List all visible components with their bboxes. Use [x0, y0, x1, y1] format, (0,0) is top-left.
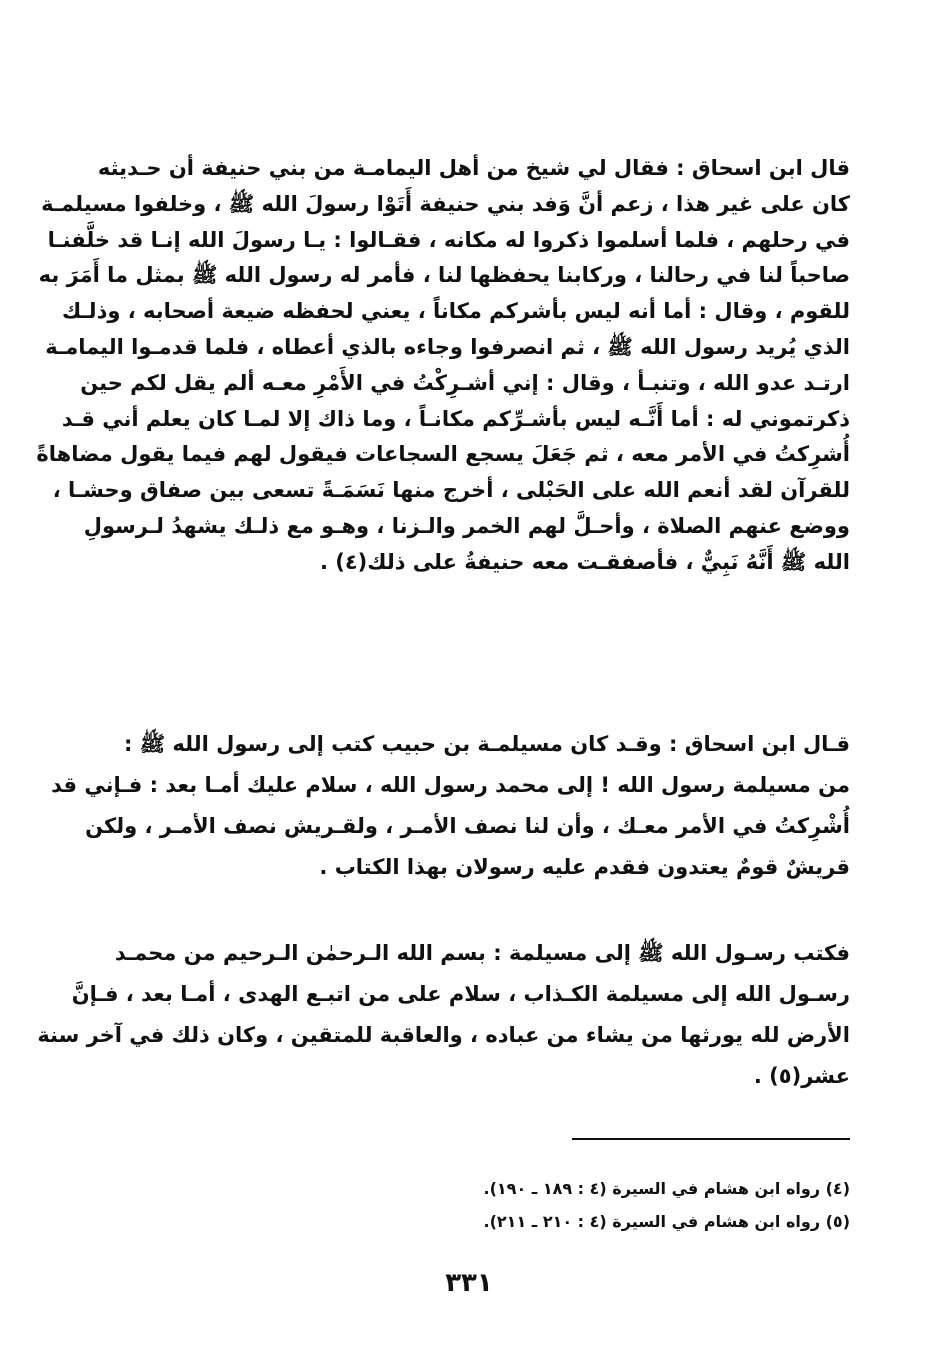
paragraph-2 — [51, 724, 850, 888]
paragraph-line: الله ﷺ أَنَّهُ نَبِيٌّ ، فأصفقـت معه حنيفةُ على ذلك(٤) . — [319, 549, 850, 574]
paragraph-line: رسـول الله إلى مسيلمة الكـذاب ، سلام على من اتبـع الهدى ، أمـا بعد ، فـإنَّ — [71, 982, 850, 1006]
paragraph-line: كان على غير هذا ، زعم أنَّ وَفد بني حنيفة أَتَوْا رسولَ الله ﷺ ، وخلفوا مسيلمـة — [41, 191, 850, 216]
paragraph-line: عشر(٥) . — [753, 1064, 850, 1088]
paragraph-line: ارتـد عدو الله ، وتنبـأ ، وقال : إني أشـرِكْتُ في الأَمْرِ معـه ألم يقل لكم حين — [80, 370, 850, 395]
paragraph-line: ووضع عنهم الصلاة ، وأحـلَّ لهم الخمر والـزنا ، وهـو مع ذلـك يشهدُ لـرسولِ — [83, 513, 850, 538]
paragraph-1 — [36, 151, 850, 581]
paragraph-line: الذي يُريد رسول الله ﷺ ، ثم انصرفوا وجاءه بالذي أعطاه ، فلما قدمـوا اليمامـة — [45, 334, 850, 359]
paragraph-line: للقوم ، وقال : أما أنه ليس بأشركم مكاناً ، يعني لحفظه ضيعة أصحابه ، وذلـك — [61, 299, 850, 324]
footnote-4: (٤) رواه ابن هشام في السيرة (٤ : ١٨٩ ـ ١٩٠). — [483, 1179, 850, 1198]
paragraph-line: أُشْرِكتُ في الأمر معـك ، وأن لنا نصف الأمـر ، ولقـريش نصف الأمـر ، ولكن — [85, 814, 850, 838]
paragraph-line: قريشٌ قومٌ يعتدون فقدم عليه رسولان بهذا الكتاب . — [319, 855, 850, 879]
footnote-divider — [572, 1138, 850, 1140]
paragraph-line: ذكرتموني له : أما أَنَّـه ليس بأشـرِّكم مكانـاً ، وما ذاك إلا لمـا كان يعلم أني قـد — [61, 406, 850, 431]
footnote-5: (٥) رواه ابن هشام في السيرة (٤ : ٢١٠ ـ ٢١١). — [483, 1212, 850, 1231]
footnotes — [430, 1172, 850, 1238]
paragraph-line: الأرض لله يورثها من يشاء من عباده ، والعاقبة للمتقين ، وكان ذلك في آخر سنة — [37, 1023, 850, 1047]
paragraph-3 — [37, 933, 850, 1097]
paragraph-line: في رحلهم ، فلما أسلموا ذكروا له مكانه ، فقـالوا : يـا رسولَ الله إنـا قد خلَّفنـا — [47, 227, 850, 252]
paragraph-line: قـال ابن اسحاق : وقـد كان مسيلمـة بن حبيب كتب إلى رسول الله ﷺ : — [124, 732, 850, 756]
paragraph-line: قال ابن اسحاق : فقال لي شيخ من أهل اليمامـة من بني حنيفة أن حـديثه — [97, 156, 850, 180]
paragraph-line: فكتب رسـول الله ﷺ إلى مسيلمة : بسم الله الـرحمٰن الـرحيم من محمـد — [114, 941, 850, 965]
paragraph-line: للقرآن لقد أنعم الله على الحَبْلى ، أخرج منها نَسَمَـةً تسعى بين صفاق وحشـا ، — [52, 478, 850, 503]
page-number: ٣٣١ — [445, 1268, 493, 1298]
paragraph-line: صاحباً لنا في رحالنا ، وركابنا يحفظها لنا ، فأمر له رسول الله ﷺ بمثل ما أَمَرَ به — [38, 263, 850, 288]
paragraph-line: من مسيلمة رسول الله ! إلى محمد رسول الله ، سلام عليك أمـا بعد : فـإني قد — [51, 773, 850, 797]
paragraph-line: أُشرِكتُ في الأمر معه ، ثم جَعَلَ يسجع السجاعات فيقول لهم فيما يقول مضاهاةً — [36, 442, 850, 467]
